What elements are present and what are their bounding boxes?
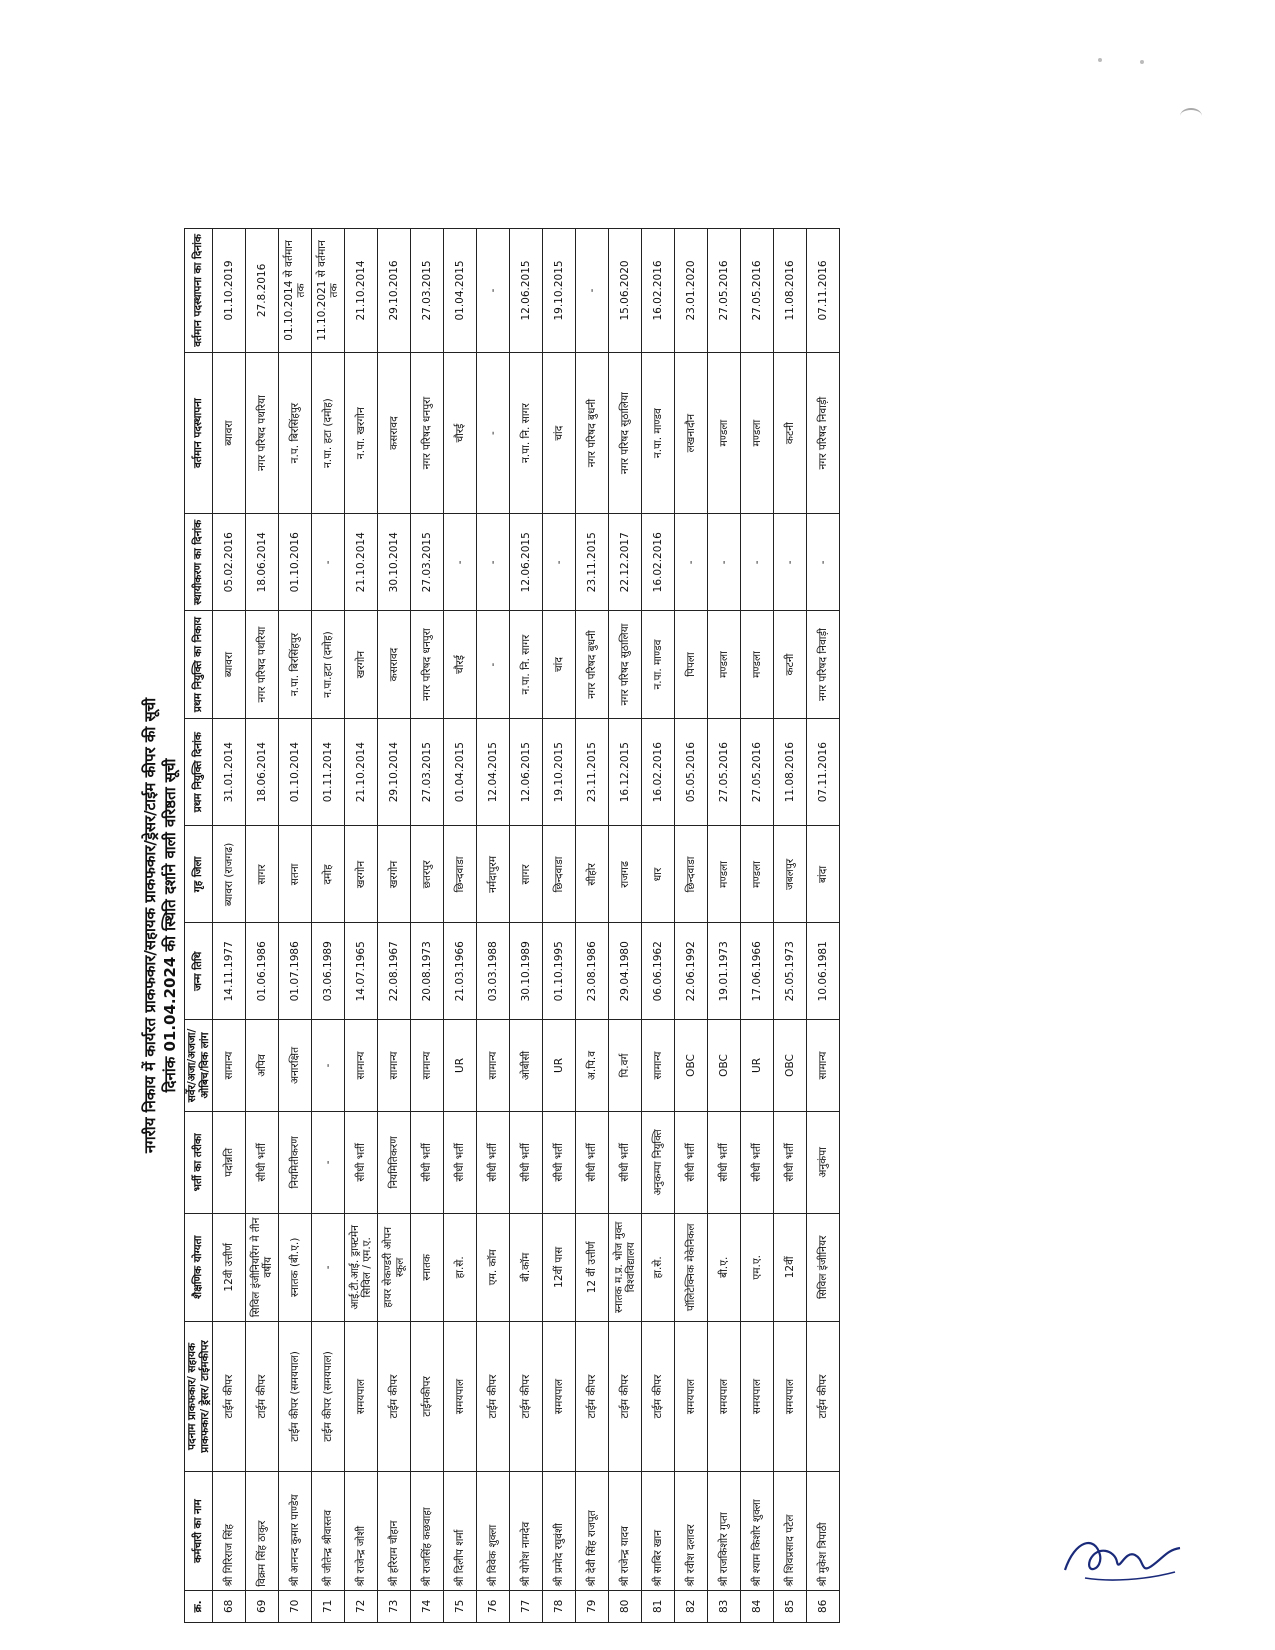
- table-cell: सामान्य: [807, 1020, 840, 1111]
- table-cell: 76: [477, 1590, 510, 1622]
- table-cell: 01.10.1995: [543, 923, 576, 1020]
- table-row: [609, 229, 642, 1623]
- table-row: [279, 229, 312, 1623]
- table-row: [807, 229, 840, 1623]
- table-cell: -: [312, 514, 345, 611]
- table-cell: श्री प्रमोद रघुवंशी: [543, 1472, 576, 1590]
- table-cell: हा.से.: [444, 1213, 477, 1321]
- table-cell: टाईम कीपर: [609, 1321, 642, 1472]
- table-cell: 30.10.1989: [510, 923, 543, 1020]
- table-cell: टाईम कीपर (समयपाल): [312, 1321, 345, 1472]
- table-cell: -: [312, 1020, 345, 1111]
- table-cell: समयपाल: [543, 1321, 576, 1472]
- table-cell: सीधी भर्ती: [609, 1111, 642, 1213]
- table-cell: 27.03.2015: [411, 514, 444, 611]
- table-cell: श्री रवीश दलावर: [675, 1472, 708, 1590]
- table-cell: 14.11.1977: [213, 923, 246, 1020]
- table-cell: मण्डला: [708, 611, 741, 719]
- table-cell: 01.10.2014 से वर्तमान तक: [279, 229, 312, 353]
- table-cell: 68: [213, 1590, 246, 1622]
- table-cell: श्री देवी सिंह राजपूत: [576, 1472, 609, 1590]
- table-cell: सागर: [510, 826, 543, 923]
- table-cell: 27.05.2016: [741, 229, 774, 353]
- table-cell: न.पा. नि. सागर: [510, 611, 543, 719]
- table-cell: सिविल इंजीनियरिंग मे तीन वर्षीय: [246, 1213, 279, 1321]
- table-cell: 85: [774, 1590, 807, 1622]
- table-cell: -: [741, 514, 774, 611]
- table-cell: -: [774, 514, 807, 611]
- table-cell: श्री योगेश नामदेव: [510, 1472, 543, 1590]
- table-cell: 12वीं: [774, 1213, 807, 1321]
- table-cell: 11.08.2016: [774, 718, 807, 826]
- table-cell: सीधी भर्ती: [576, 1111, 609, 1213]
- table-cell: 79: [576, 1590, 609, 1622]
- table-cell: OBC: [675, 1020, 708, 1111]
- table-cell: नगर परिषद बुधनी: [576, 611, 609, 719]
- table-cell: ब्यावरा (राजगढ): [213, 826, 246, 923]
- table-row: [774, 229, 807, 1623]
- table-cell: श्री गिरिराज सिंह: [213, 1472, 246, 1590]
- table-cell: -: [477, 611, 510, 719]
- table-cell: कसरावद: [378, 352, 411, 513]
- table-cell: स्नातक (बी.ए.): [279, 1213, 312, 1321]
- table-cell: सतना: [279, 826, 312, 923]
- table-cell: समयपाल: [345, 1321, 378, 1472]
- table-cell: 12.04.2015: [477, 718, 510, 826]
- table-cell: पदोन्नति: [213, 1111, 246, 1213]
- table-cell: 72: [345, 1590, 378, 1622]
- table-cell: 10.06.1981: [807, 923, 840, 1020]
- table-cell: 12.06.2015: [510, 718, 543, 826]
- table-row: [312, 229, 345, 1623]
- table-cell: समयपाल: [741, 1321, 774, 1472]
- table-row: [708, 229, 741, 1623]
- table-cell: 22.12.2017: [609, 514, 642, 611]
- table-cell: 25.05.1973: [774, 923, 807, 1020]
- table-cell: श्री साबिर खान: [642, 1472, 675, 1590]
- table-cell: श्री मुकेश त्रिपाठी: [807, 1472, 840, 1590]
- table-cell: 15.06.2020: [609, 229, 642, 353]
- table-row: [213, 229, 246, 1623]
- table-cell: न.पा. हटा (दमोह): [312, 352, 345, 513]
- table-cell: -: [675, 514, 708, 611]
- table-cell: UR: [444, 1020, 477, 1111]
- table-cell: समयपाल: [444, 1321, 477, 1472]
- table-cell: चौरई: [444, 352, 477, 513]
- table-cell: -: [477, 352, 510, 513]
- table-cell: 14.07.1965: [345, 923, 378, 1020]
- table-cell: सीधी भर्ती: [246, 1111, 279, 1213]
- table-row: [411, 229, 444, 1623]
- table-cell: धार: [642, 826, 675, 923]
- table-cell: -: [576, 229, 609, 353]
- table-cell: मण्डला: [708, 826, 741, 923]
- table-cell: -: [444, 514, 477, 611]
- table-cell: 07.11.2016: [807, 718, 840, 826]
- table-cell: 27.05.2016: [708, 229, 741, 353]
- column-header: स्थायीकरण का दिनांक: [185, 514, 213, 611]
- table-cell: 82: [675, 1590, 708, 1622]
- table-cell: 69: [246, 1590, 279, 1622]
- scan-speck: [1140, 60, 1144, 64]
- table-cell: नगर परिषद धनपुरा: [411, 352, 444, 513]
- table-cell: -: [477, 514, 510, 611]
- table-cell: श्री जीतेन्द्र श्रीवास्तव: [312, 1472, 345, 1590]
- column-header: भर्ती का तरीका: [185, 1111, 213, 1213]
- signature-image: [1055, 1520, 1195, 1590]
- table-cell: टाईम कीपर: [510, 1321, 543, 1472]
- table-row: [378, 229, 411, 1623]
- table-row: [477, 229, 510, 1623]
- table-cell: अनारक्षित: [279, 1020, 312, 1111]
- table-cell: नियमितिकरण: [378, 1111, 411, 1213]
- table-cell: 12.06.2015: [510, 514, 543, 611]
- table-cell: नियमितीकरण: [279, 1111, 312, 1213]
- table-row: [576, 229, 609, 1623]
- table-cell: 01.04.2015: [444, 229, 477, 353]
- table-cell: दमोह: [312, 826, 345, 923]
- table-cell: 03.06.1989: [312, 923, 345, 1020]
- table-cell: छतरपुर: [411, 826, 444, 923]
- table-cell: टाईम कीपर: [807, 1321, 840, 1472]
- table-cell: खरगोन: [345, 826, 378, 923]
- table-cell: UR: [543, 1020, 576, 1111]
- table-cell: 21.03.1966: [444, 923, 477, 1020]
- table-cell: छिन्दवाडा: [675, 826, 708, 923]
- table-cell: श्री दिलीप शर्मा: [444, 1472, 477, 1590]
- table-cell: 31.01.2014: [213, 718, 246, 826]
- table-cell: 18.06.2014: [246, 718, 279, 826]
- table-cell: 27.05.2016: [741, 718, 774, 826]
- table-cell: समयपाल: [708, 1321, 741, 1472]
- table-cell: 21.10.2014: [345, 514, 378, 611]
- table-cell: 23.11.2015: [576, 718, 609, 826]
- table-cell: नगर परिषद बुधनी: [576, 352, 609, 513]
- table-cell: सिविल इंजीनियर: [807, 1213, 840, 1321]
- table-cell: नगर परिषद सुठालिया: [609, 352, 642, 513]
- column-header: गृह जिला: [185, 826, 213, 923]
- document-heading: [140, 228, 180, 1623]
- column-header: पदनाम प्राकफकार/ सहायक प्राकफकार/ ड्रेसर/ टाईमकीपर: [185, 1321, 213, 1472]
- table-cell: छिन्दवाडा: [444, 826, 477, 923]
- table-cell: 29.10.2014: [378, 718, 411, 826]
- table-cell: सामान्य: [477, 1020, 510, 1111]
- table-cell: 16.02.2016: [642, 514, 675, 611]
- table-cell: विक्रम सिंह ठाकुर: [246, 1472, 279, 1590]
- table-cell: सीधी भर्ती: [444, 1111, 477, 1213]
- table-cell: 16.02.2016: [642, 718, 675, 826]
- table-cell: 06.06.1962: [642, 923, 675, 1020]
- table-cell: छिन्दवाडा: [543, 826, 576, 923]
- table-cell: पिपला: [675, 611, 708, 719]
- column-header: शैक्षणिक योग्यता: [185, 1213, 213, 1321]
- table-cell: 01.10.2014: [279, 718, 312, 826]
- table-cell: चांद: [543, 352, 576, 513]
- table-cell: सामान्य: [378, 1020, 411, 1111]
- column-header: वर्तमान पदस्थापना का दिनांक: [185, 229, 213, 353]
- table-cell: 01.07.1986: [279, 923, 312, 1020]
- table-cell: 05.05.2016: [675, 718, 708, 826]
- table-cell: टाईम कीपर: [378, 1321, 411, 1472]
- table-cell: 20.08.1973: [411, 923, 444, 1020]
- table-cell: 27.8.2016: [246, 229, 279, 353]
- table-cell: न.पा. माण्डव: [642, 352, 675, 513]
- table-row: [510, 229, 543, 1623]
- table-cell: बांदा: [807, 826, 840, 923]
- table-cell: खरगोन: [378, 826, 411, 923]
- table-cell: आई.टी.आई. ड्राफ्टमेन सिविल / एम.ए.: [345, 1213, 378, 1321]
- table-cell: OBC: [774, 1020, 807, 1111]
- table-cell: 12वी उत्तीर्ण: [213, 1213, 246, 1321]
- table-cell: 01.11.2014: [312, 718, 345, 826]
- table-cell: मण्डला: [741, 611, 774, 719]
- scan-speck: [1098, 58, 1102, 62]
- table-cell: न.पा. माण्डव: [642, 611, 675, 719]
- table-cell: कटनी: [774, 352, 807, 513]
- table-cell: -: [312, 1111, 345, 1213]
- column-header: कर्मचारी का नाम: [185, 1472, 213, 1590]
- table-cell: 27.03.2015: [411, 229, 444, 353]
- table-cell: 30.10.2014: [378, 514, 411, 611]
- table-cell: 73: [378, 1590, 411, 1622]
- table-cell: खरगोन: [345, 611, 378, 719]
- column-header: जन्म तिथि: [185, 923, 213, 1020]
- table-cell: नगर परिषद निवाड़ी: [807, 611, 840, 719]
- table-cell: 12 वीं उत्तीर्ण: [576, 1213, 609, 1321]
- table-cell: -: [477, 229, 510, 353]
- table-cell: 80: [609, 1590, 642, 1622]
- table-cell: लखनादौन: [675, 352, 708, 513]
- table-cell: 71: [312, 1590, 345, 1622]
- table-cell: -: [543, 514, 576, 611]
- table-cell: सामान्य: [213, 1020, 246, 1111]
- table-cell: 11.08.2016: [774, 229, 807, 353]
- table-cell: 19.10.2015: [543, 229, 576, 353]
- table-cell: अपिव: [246, 1020, 279, 1111]
- table-cell: श्री श्याम किशोर शुक्ला: [741, 1472, 774, 1590]
- table-cell: राजगढ: [609, 826, 642, 923]
- column-header: प्रथम नियुक्ति का निकाय: [185, 611, 213, 719]
- table-cell: जबलपुर: [774, 826, 807, 923]
- table-cell: न.पा. बिरसिंहपुर: [279, 611, 312, 719]
- column-header: क्र.: [185, 1590, 213, 1622]
- table-cell: टाईम कीपर: [642, 1321, 675, 1472]
- table-cell: मण्डला: [708, 352, 741, 513]
- table-cell: सामान्य: [642, 1020, 675, 1111]
- table-cell: 07.11.2016: [807, 229, 840, 353]
- table-cell: 01.10.2016: [279, 514, 312, 611]
- table-cell: 22.08.1967: [378, 923, 411, 1020]
- table-header-row: [185, 229, 213, 1623]
- table-cell: न.पा. खरगोन: [345, 352, 378, 513]
- table-cell: नगर परिषद पथरिया: [246, 352, 279, 513]
- table-cell: न.पा. नि. सागर: [510, 352, 543, 513]
- table-cell: सीहोर: [576, 826, 609, 923]
- table-cell: टाईम कीपर: [213, 1321, 246, 1472]
- table-cell: -: [312, 1213, 345, 1321]
- table-cell: 19.10.2015: [543, 718, 576, 826]
- table-cell: बी.कॉम: [510, 1213, 543, 1321]
- table-cell: श्री शिवप्रसाद पटेल: [774, 1472, 807, 1590]
- table-cell: ओबीसी: [510, 1020, 543, 1111]
- table-cell: 11.10.2021 से वर्तमान तक: [312, 229, 345, 353]
- table-cell: नर्मदापुरम: [477, 826, 510, 923]
- table-cell: 19.01.1973: [708, 923, 741, 1020]
- table-cell: कसरावद: [378, 611, 411, 719]
- table-cell: सीधी भर्ती: [708, 1111, 741, 1213]
- table-cell: 77: [510, 1590, 543, 1622]
- table-row: [246, 229, 279, 1623]
- table-cell: स्नातक: [411, 1213, 444, 1321]
- table-cell: -: [807, 514, 840, 611]
- table-cell: 29.04.1980: [609, 923, 642, 1020]
- table-cell: पि.वर्ग: [609, 1020, 642, 1111]
- table-cell: श्री राजकिशोर गुप्ता: [708, 1472, 741, 1590]
- table-cell: श्री हरिराम चौहान: [378, 1472, 411, 1590]
- table-cell: सीधी भर्ती: [477, 1111, 510, 1213]
- table-cell: 23.01.2020: [675, 229, 708, 353]
- table-cell: सीधी भर्ती: [675, 1111, 708, 1213]
- table-cell: 75: [444, 1590, 477, 1622]
- table-cell: न.पा.हटा (दमोह): [312, 611, 345, 719]
- table-cell: 01.04.2015: [444, 718, 477, 826]
- table-cell: स्नातक म.प्र. भोज मुक्त विश्वविद्यालय: [609, 1213, 642, 1321]
- table-cell: 74: [411, 1590, 444, 1622]
- table-cell: टाईमकीपर: [411, 1321, 444, 1472]
- table-cell: श्री राजेन्द्र जोशी: [345, 1472, 378, 1590]
- table-cell: UR: [741, 1020, 774, 1111]
- table-cell: हा.से.: [642, 1213, 675, 1321]
- table-cell: 23.11.2015: [576, 514, 609, 611]
- table-cell: ब्यावरा: [213, 611, 246, 719]
- table-row: [741, 229, 774, 1623]
- table-cell: सीधी भर्ती: [345, 1111, 378, 1213]
- table-cell: 18.06.2014: [246, 514, 279, 611]
- table-cell: नगर परिषद सुठालिया: [609, 611, 642, 719]
- table-cell: टाईम कीपर: [246, 1321, 279, 1472]
- table-cell: चौरई: [444, 611, 477, 719]
- table-cell: बी.ए.: [708, 1213, 741, 1321]
- table-cell: 17.06.1966: [741, 923, 774, 1020]
- table-cell: एम.ए.: [741, 1213, 774, 1321]
- table-cell: नगर परिषद निवाड़ी: [807, 352, 840, 513]
- table-cell: -: [708, 514, 741, 611]
- table-cell: 05.02.2016: [213, 514, 246, 611]
- table-cell: 86: [807, 1590, 840, 1622]
- table-cell: चांद: [543, 611, 576, 719]
- corner-mark: [1180, 108, 1202, 124]
- table-cell: सीधी भर्ती: [741, 1111, 774, 1213]
- table-row: [345, 229, 378, 1623]
- table-cell: पॉलिटेक्निक मेकेनिकल: [675, 1213, 708, 1321]
- table-cell: समयपाल: [774, 1321, 807, 1472]
- table-cell: 23.08.1986: [576, 923, 609, 1020]
- table-cell: नगर परिषद पथरिया: [246, 611, 279, 719]
- table-row: [675, 229, 708, 1623]
- table-cell: 27.05.2016: [708, 718, 741, 826]
- table-cell: 78: [543, 1590, 576, 1622]
- table-cell: मण्डला: [741, 352, 774, 513]
- table-row: [642, 229, 675, 1623]
- table-body: [213, 229, 840, 1623]
- table-cell: श्री आनन्द कुमार पाण्डेय: [279, 1472, 312, 1590]
- table-cell: अ.पि.व: [576, 1020, 609, 1111]
- document-title: नगरीय निकाय में कार्यरत प्राकफकार/सहायक प्राकफकार/ड्रेसर/टाईम कीपर की सूची: [141, 697, 159, 1154]
- table-cell: टाईम कीपर: [576, 1321, 609, 1472]
- table-cell: अनुकंपा: [807, 1111, 840, 1213]
- table-cell: सामान्य: [411, 1020, 444, 1111]
- table-cell: श्री विवेक शुक्ला: [477, 1472, 510, 1590]
- seniority-table: [184, 228, 840, 1623]
- table-cell: सीधी भर्ती: [510, 1111, 543, 1213]
- table-cell: 16.12.2015: [609, 718, 642, 826]
- table-cell: 16.02.2016: [642, 229, 675, 353]
- table-cell: श्री राजेन्द्र यादव: [609, 1472, 642, 1590]
- table-cell: सागर: [246, 826, 279, 923]
- table-row: [444, 229, 477, 1623]
- table-cell: सीधी भर्ती: [411, 1111, 444, 1213]
- table-cell: 12वीं पास: [543, 1213, 576, 1321]
- column-header: वर्तमान पदस्थापना: [185, 352, 213, 513]
- table-cell: कटनी: [774, 611, 807, 719]
- table-cell: ब्यावरा: [213, 352, 246, 513]
- table-cell: नगर परिषद धनपुरा: [411, 611, 444, 719]
- table-cell: सीधी भर्ती: [543, 1111, 576, 1213]
- table-cell: हायर सेकण्डरी ओपन स्कूल: [378, 1213, 411, 1321]
- table-cell: 12.06.2015: [510, 229, 543, 353]
- table-cell: टाईम कीपर (समयपाल): [279, 1321, 312, 1472]
- table-cell: समयपाल: [675, 1321, 708, 1472]
- table-cell: अनुकम्पा नियुक्ति: [642, 1111, 675, 1213]
- table-cell: 21.10.2014: [345, 718, 378, 826]
- document-subtitle: दिनांक 01.04.2024 की स्थिति दर्शाने वाली वरिष्ठता सूची: [161, 758, 179, 1093]
- table-cell: 84: [741, 1590, 774, 1622]
- table-cell: श्री राजसिंह कछवाहा: [411, 1472, 444, 1590]
- table-cell: टाईम कीपर: [477, 1321, 510, 1472]
- table-cell: OBC: [708, 1020, 741, 1111]
- table-cell: 22.06.1992: [675, 923, 708, 1020]
- table-cell: 01.06.1986: [246, 923, 279, 1020]
- table-cell: एम. कॉम: [477, 1213, 510, 1321]
- table-cell: 03.03.1988: [477, 923, 510, 1020]
- table-cell: 83: [708, 1590, 741, 1622]
- table-cell: 81: [642, 1590, 675, 1622]
- table-cell: मण्डला: [741, 826, 774, 923]
- table-cell: न.प. बिरसिंहपुर: [279, 352, 312, 513]
- table-cell: सामान्य: [345, 1020, 378, 1111]
- table-cell: 27.03.2015: [411, 718, 444, 826]
- column-header: सर्वेर/अजा/अजजा/ओबिच/विक लांग: [185, 1020, 213, 1111]
- table-cell: सीधी भर्ती: [774, 1111, 807, 1213]
- table-cell: 01.10.2019: [213, 229, 246, 353]
- column-header: प्रथम नियुक्ति दिनांक: [185, 718, 213, 826]
- table-cell: 21.10.2014: [345, 229, 378, 353]
- table-cell: 29.10.2016: [378, 229, 411, 353]
- rotated-page-content: [140, 228, 1140, 1623]
- table-cell: 70: [279, 1590, 312, 1622]
- table-row: [543, 229, 576, 1623]
